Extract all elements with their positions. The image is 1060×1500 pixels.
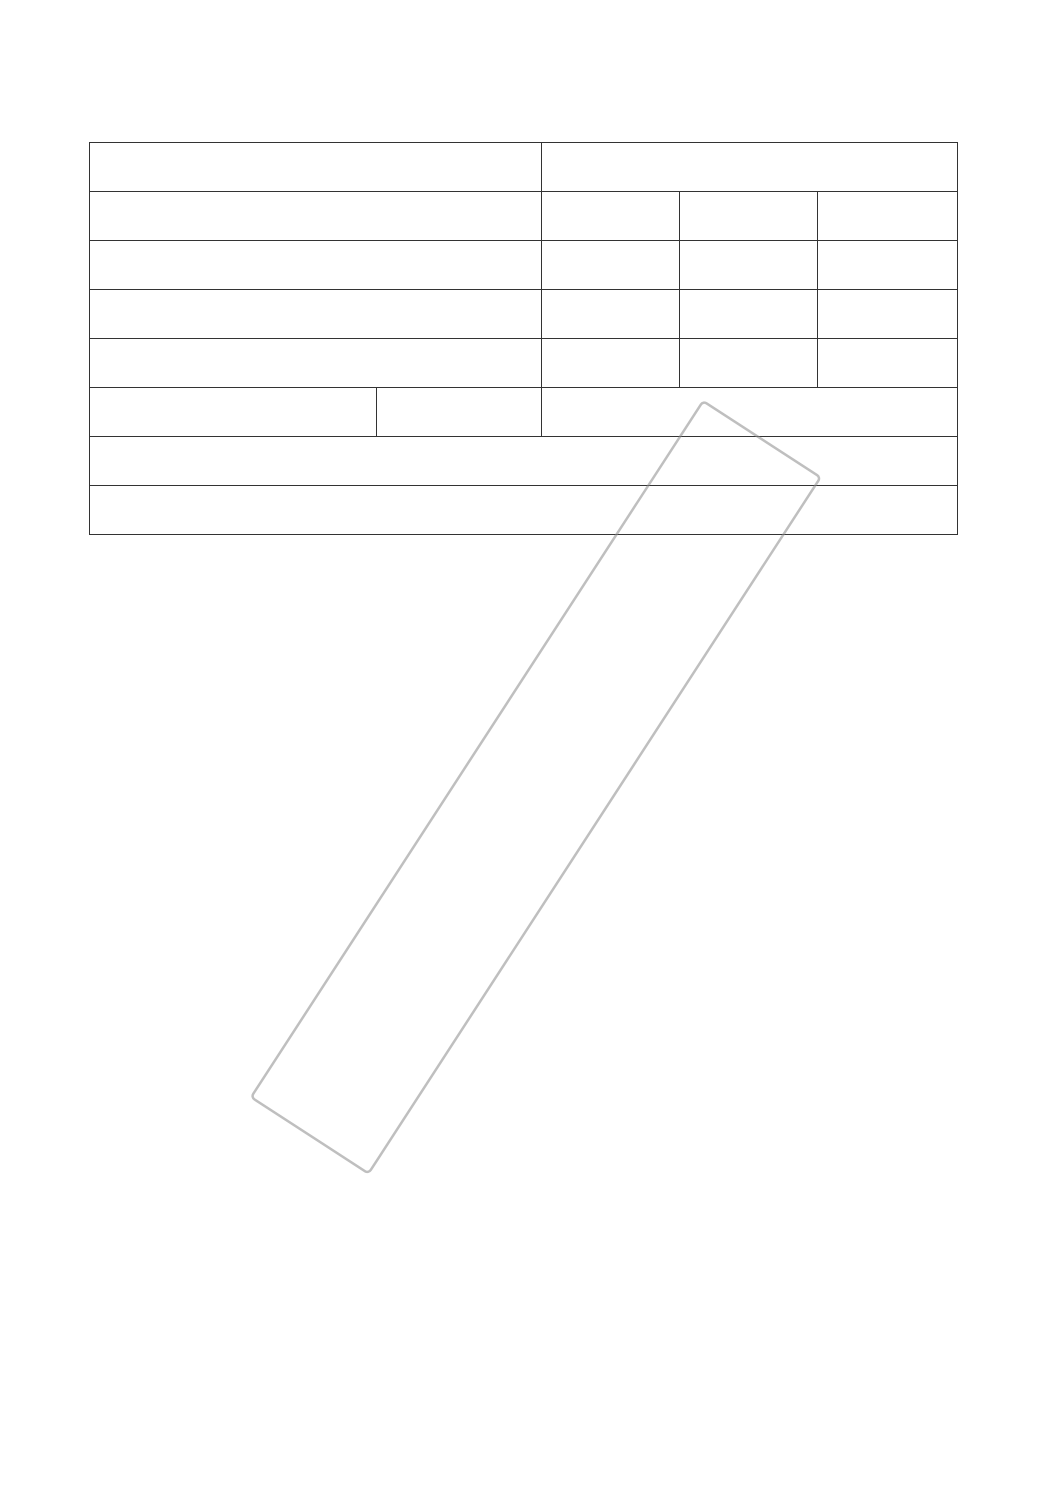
item-header bbox=[90, 388, 377, 437]
depth-t3 bbox=[818, 241, 958, 290]
soil-monitoring-table bbox=[89, 142, 958, 535]
longitude-label bbox=[90, 290, 542, 339]
latitude-row bbox=[90, 339, 958, 388]
limit-header bbox=[377, 388, 542, 437]
note-text bbox=[90, 486, 958, 535]
latitude-label bbox=[90, 339, 542, 388]
sampling-site-label bbox=[90, 192, 542, 241]
sampling-date-value bbox=[542, 143, 958, 192]
sampling-site-row bbox=[90, 192, 958, 241]
site-t2 bbox=[680, 192, 818, 241]
note-row bbox=[90, 486, 958, 535]
sampling-depth-row bbox=[90, 241, 958, 290]
site-t1 bbox=[542, 192, 680, 241]
longitude-t2 bbox=[680, 290, 818, 339]
sampling-depth-label bbox=[90, 241, 542, 290]
latitude-t2 bbox=[680, 339, 818, 388]
category-label bbox=[90, 437, 958, 486]
column-header-row bbox=[90, 388, 958, 437]
sampling-date-label bbox=[90, 143, 542, 192]
latitude-t1 bbox=[542, 339, 680, 388]
depth-t1 bbox=[542, 241, 680, 290]
depth-t2 bbox=[680, 241, 818, 290]
sampling-date-row bbox=[90, 143, 958, 192]
site-t3 bbox=[818, 192, 958, 241]
category-row bbox=[90, 437, 958, 486]
latitude-t3 bbox=[818, 339, 958, 388]
result-header bbox=[542, 388, 958, 437]
longitude-t1 bbox=[542, 290, 680, 339]
longitude-t3 bbox=[818, 290, 958, 339]
longitude-row bbox=[90, 290, 958, 339]
